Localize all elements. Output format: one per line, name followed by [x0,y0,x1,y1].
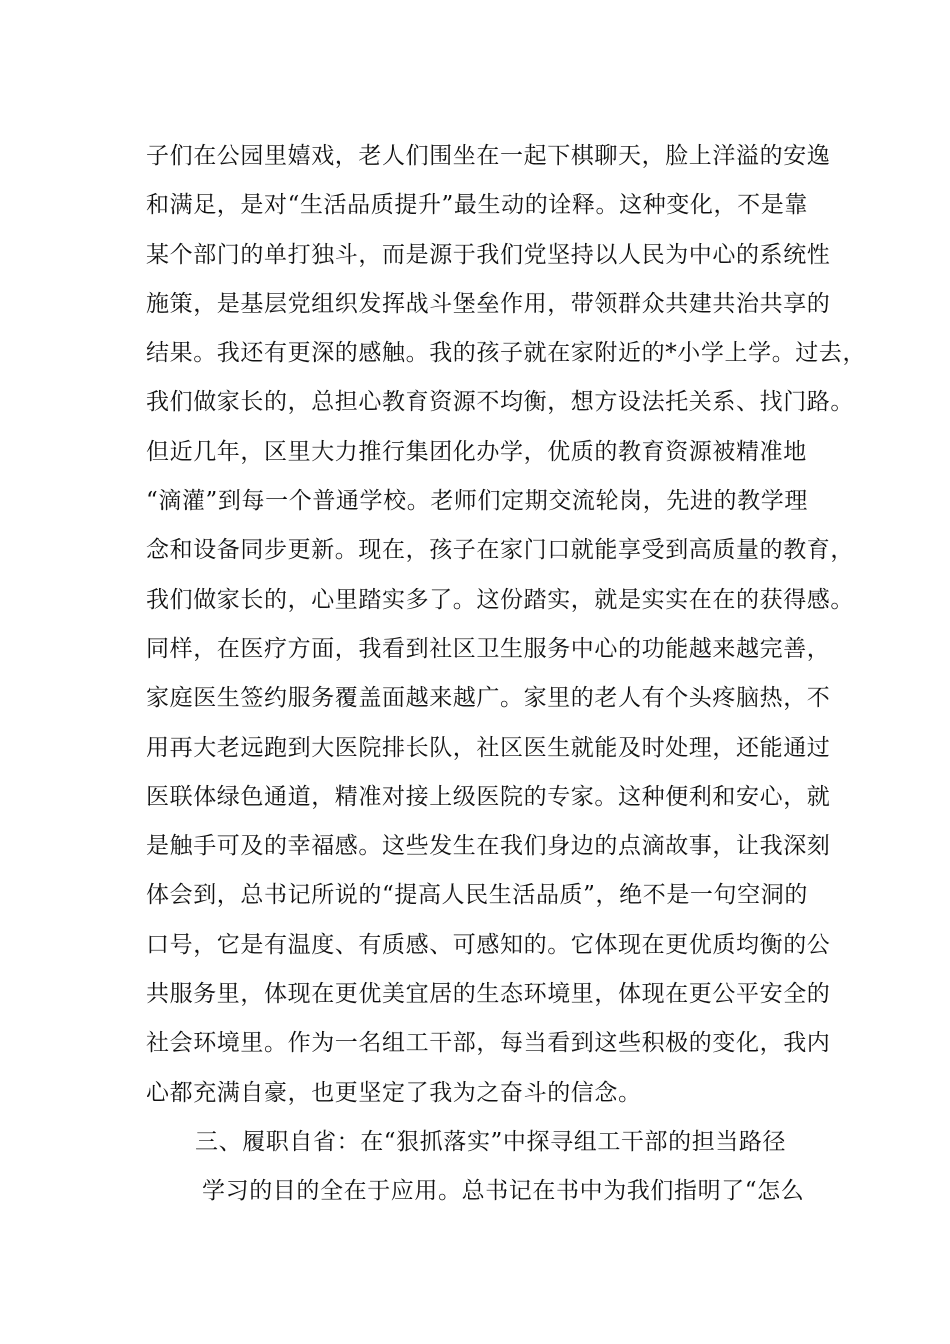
section-heading: 三、履职自省：在“狠抓落实”中探寻组工干部的担当路径 [195,1128,787,1155]
text-line: 家庭医生签约服务覆盖面越来越广。家里的老人有个头疼脑热，不 [146,685,831,712]
text-line: 我们做家长的，心里踏实多了。这份踏实，就是实实在在的获得感。 [146,586,854,613]
text-line: 同样，在医疗方面，我看到社区卫生服务中心的功能越来越完善， [146,635,831,662]
paragraph-first-line: 学习的目的全在于应用。总书记在书中为我们指明了“怎么 [202,1178,805,1205]
text-line: “滴灌”到每一个普通学校。老师们定期交流轮岗，先进的教学理 [146,488,808,515]
text-line: 是触手可及的幸福感。这些发生在我们身边的点滴故事，让我深刻 [146,833,831,860]
text-line: 体会到，总书记所说的“提高人民生活品质”，绝不是一句空洞的 [146,882,808,909]
text-line: 结果。我还有更深的感触。我的孩子就在家附近的*小学上学。过去， [146,340,867,367]
text-line: 和满足，是对“生活品质提升”最生动的诠释。这种变化，不是靠 [146,192,808,219]
text-line: 医联体绿色通道，精准对接上级医院的专家。这种便利和安心，就 [146,783,831,810]
text-line: 口号，它是有温度、有质感、可感知的。它体现在更优质均衡的公 [146,931,831,958]
text-line: 某个部门的单打独斗，而是源于我们党坚持以人民为中心的系统性 [146,241,831,268]
document-body [146,132,867,1217]
text-line: 但近几年，区里大力推行集团化办学，优质的教育资源被精准地 [146,438,807,465]
text-line: 念和设备同步更新。现在，孩子在家门口就能享受到高质量的教育， [146,537,854,564]
text-line: 用再大老远跑到大医院排长队，社区医生就能及时处理，还能通过 [146,734,831,761]
text-line: 社会环境里。作为一名组工干部，每当看到这些积极的变化，我内 [146,1030,831,1057]
text-line: 共服务里，体现在更优美宜居的生态环境里，体现在更公平安全的 [146,981,831,1008]
text-line: 施策，是基层党组织发挥战斗堡垒作用，带领群众共建共治共享的 [146,290,831,317]
text-line: 子们在公园里嬉戏，老人们围坐在一起下棋聊天，脸上洋溢的安逸 [146,143,831,169]
text-line: 我们做家长的，总担心教育资源不均衡，想方设法托关系、找门路。 [146,389,854,416]
text-line: 心都充满自豪，也更坚定了我为之奋斗的信念。 [146,1079,642,1106]
